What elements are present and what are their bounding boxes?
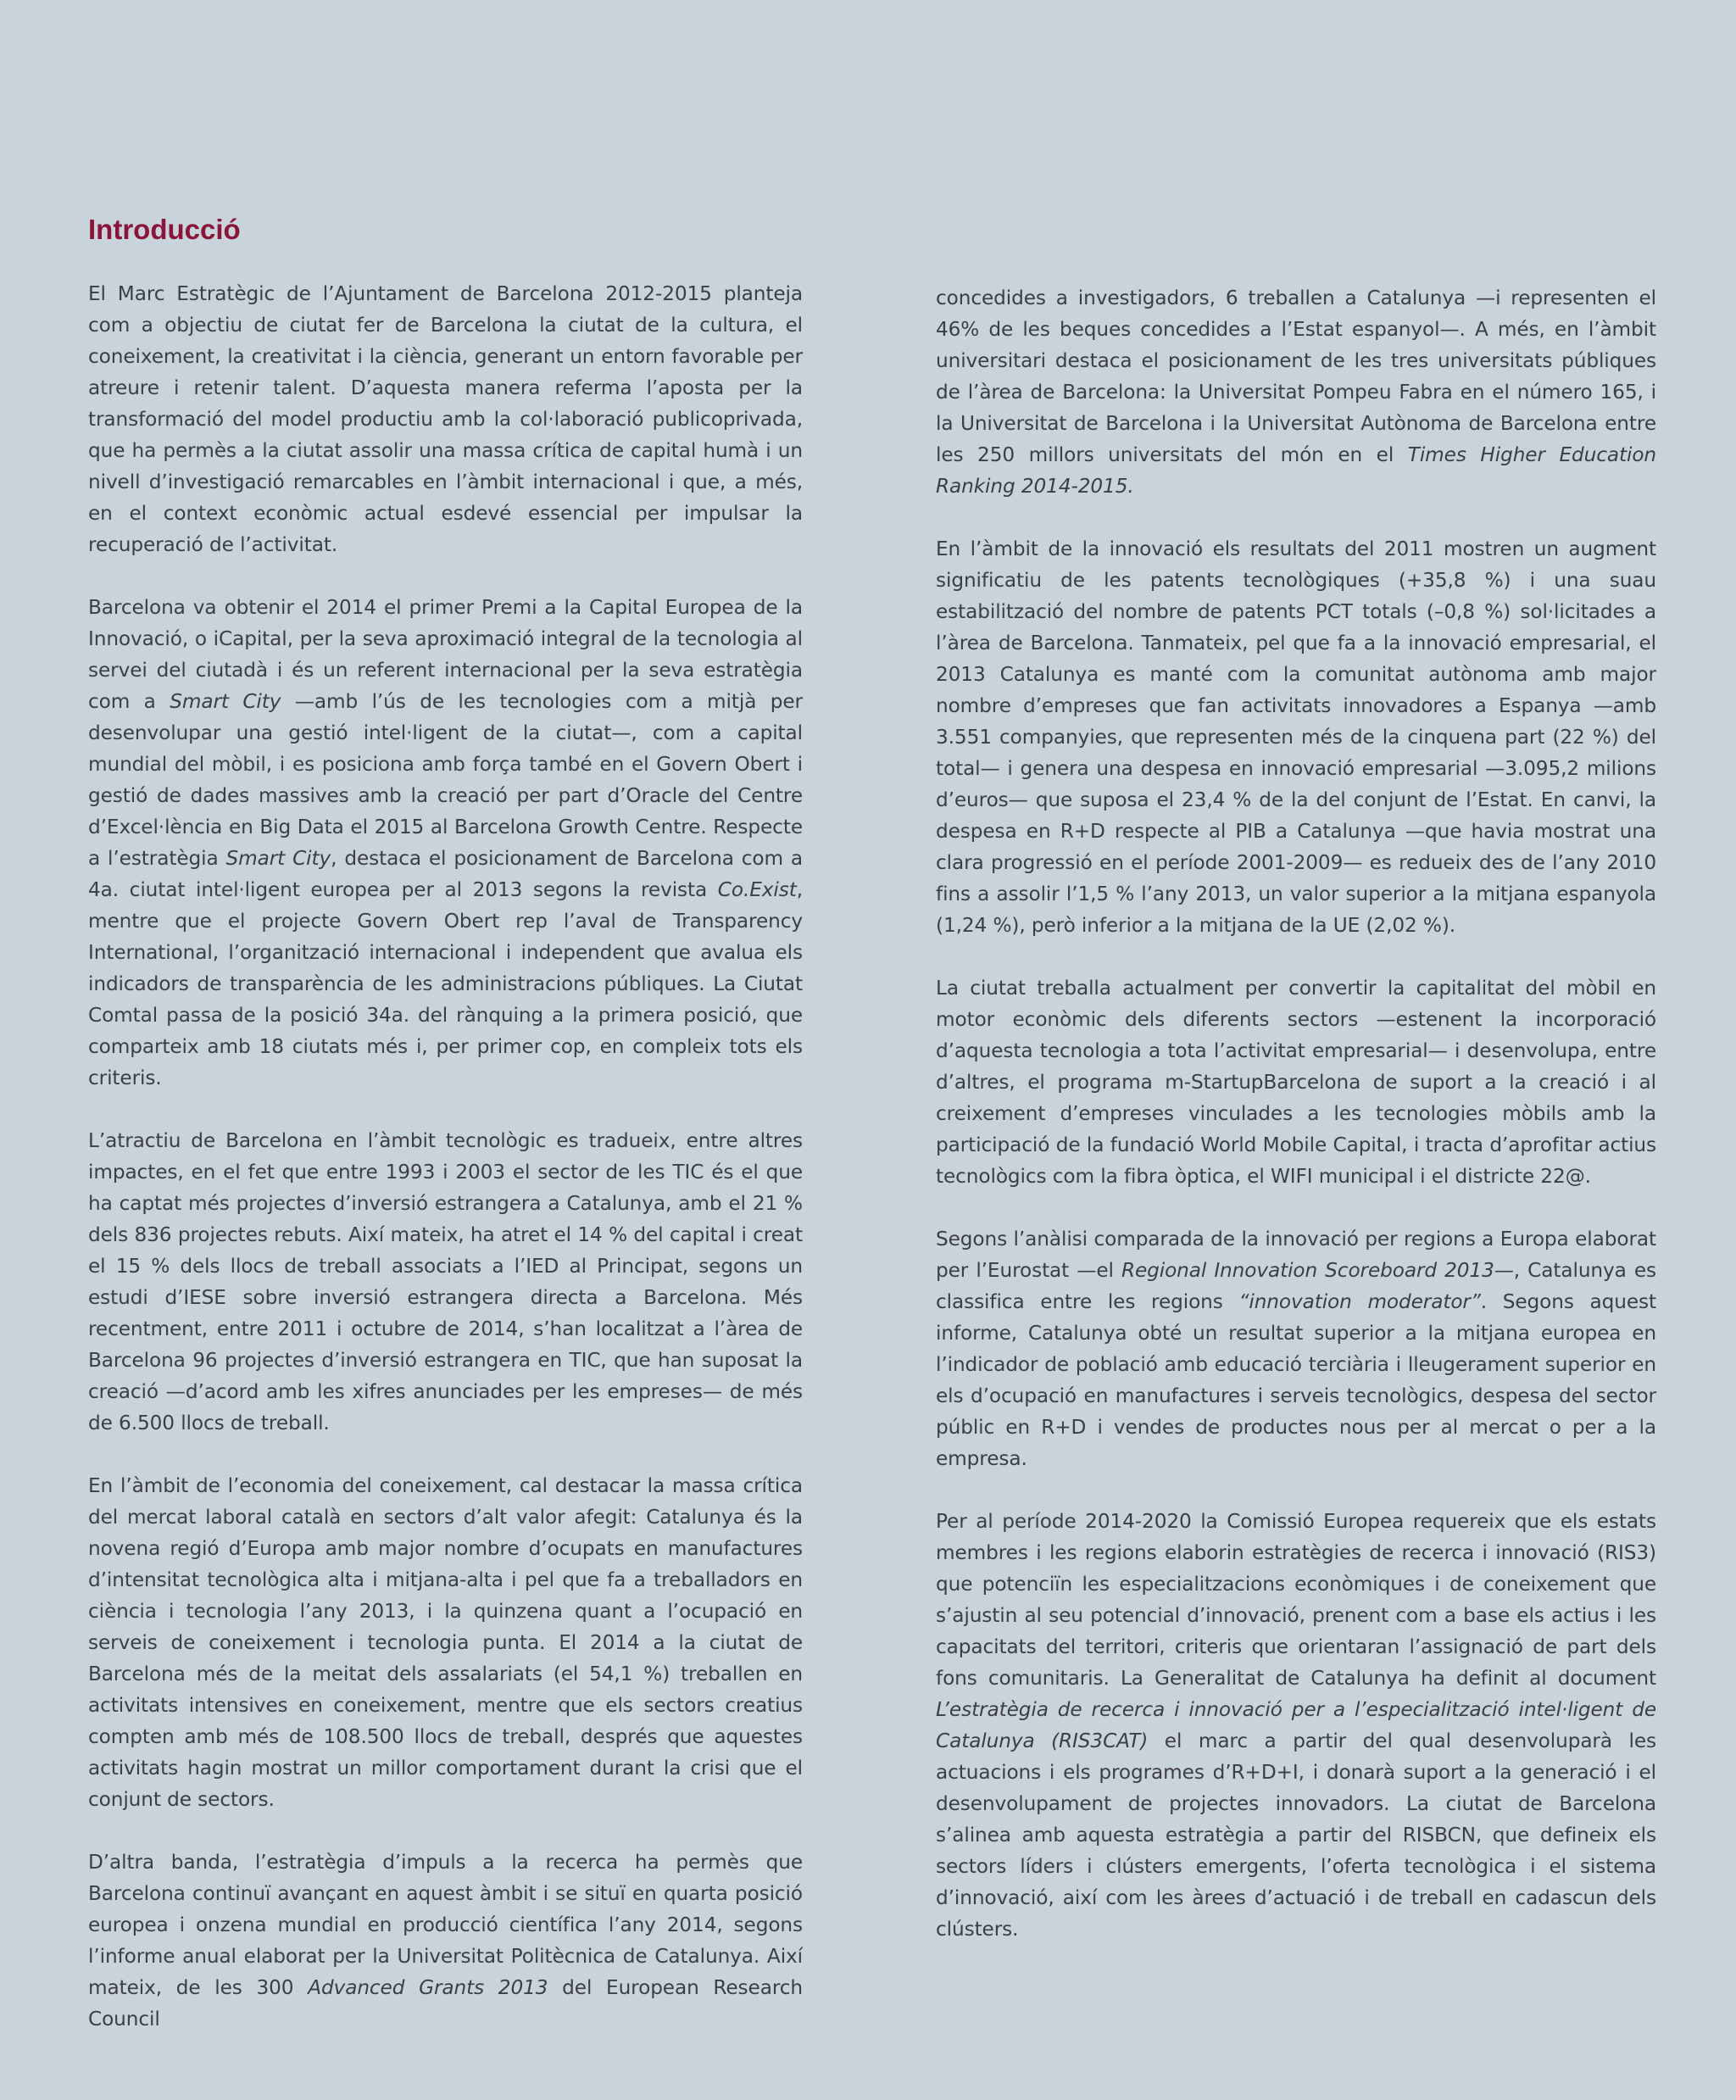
text-run: el marc a partir del qual desenvoluparà les actuacions i els programes d’R+D+I, i donarà suport a la generació i el desenvolupament de projectes innovadors. La ciutat de Barcelona s’alinea amb aquesta estratègia a partir del RISBCN, que defineix els sectors líders i clústers emergents, l’oferta tecnològica i el sistema d’innovació, així com les àrees d’actuació i de treball en cadascun dels clústers. <box>936 1730 1656 1941</box>
text-run: , destaca el posicionament de Barcelona com a 4a. ciutat intel·ligent europea per al 2013 segons la revista <box>88 847 803 901</box>
paragraph <box>88 1125 803 1439</box>
paragraph <box>88 1847 803 2035</box>
text-run: Barcelona va obtenir el 2014 el primer Premi a la Capital Europea de la Innovació, o iCapital, per la seva aproximació integral de la tecnologia al servei del ciutadà i és un referent internacional per la seva estratègia com a <box>88 596 803 713</box>
italic-text-run: Smart City <box>170 690 281 713</box>
text-run: —amb l’ús de les tecnologies com a mitjà per desenvolupar una gestió intel·ligent de la ciutat—, com a capital mundial del mòbil, i es posiciona amb força també en el Govern Obert i gestió de dades massives amb la creació per part d’Oracle del Centre d’Excel·lència en Big Data el 2015 al Barcelona Growth Centre. Respecte a l’estratègia <box>88 690 803 870</box>
text-run: . Segons aquest informe, Catalunya obté un resultat superior a la mitjana europea en l’indicador de població amb educació terciària i lleugerament superior en els d’ocupació en manufactures i serveis tecnològics, despesa del sector públic en R+D i vendes de productes nous per al mercat o per a la empresa. <box>936 1290 1656 1470</box>
italic-text-run: Smart City <box>225 847 331 870</box>
text-run: —, Catalunya es classifica entre les regions <box>936 1259 1656 1313</box>
text-run: D’altra banda, l’estratègia d’impuls a la recerca ha permès que Barcelona continuï avançant en aquest àmbit i se situï en quarta posició europea i onzena mundial en producció científica l’any 2014, segons l’informe anual elaborat per la Universitat Politècnica de Catalunya. Així mateix, de les 300 <box>88 1851 803 1999</box>
text-run: El Marc Estratègic de l’Ajuntament de Barcelona 2012-2015 planteja com a objectiu de ciutat fer de Barcelona la ciutat de la cultura, el coneixement, la creativitat i la ciència, generant un entorn favorable per atreure i retenir talent. D’aquesta manera referma l’aposta per la transformació del model productiu amb la col·laboració publicoprivada, que ha permès a la ciutat assolir una massa crítica de capital humà i un nivell d’investigació remarcables en l’àmbit internacional i que, a més, en el context econòmic actual esdevé essencial per impulsar la recuperació de l’activitat. <box>88 282 803 556</box>
italic-text-run: “innovation moderator” <box>1238 1290 1481 1313</box>
right-column <box>936 282 1656 1976</box>
left-column <box>88 278 803 2066</box>
paragraph <box>88 278 803 560</box>
text-run: En l’àmbit de la innovació els resultats del 2011 mostren un augment significatiu de les patents tecnològiques (+35,8 %) i una suau estabilització del nombre de patents PCT totals (–0,8 %) sol·licitades a l’àrea de Barcelona. Tanmateix, pel que fa a la innovació empresarial, el 2013 Catalunya es manté com la comunitat autònoma amb major nombre d’empreses que fan activitats innovadores a Espanya —amb 3.551 companyies, que representen més de la cinquena part (22 %) del total— i genera una despesa en innovació empresarial —3.095,2 milions d’euros— que suposa el 23,4 % de la del conjunt de l’Estat. En canvi, la despesa en R+D respecte al PIB a Catalunya —que havia mostrat una clara progressió en el període 2001-2009— es redueix des de l’any 2010 fins a assolir l’1,5 % l’any 2013, un valor superior a la mitjana espanyola (1,24 %), però inferior a la mitjana de la UE (2,02 %). <box>936 538 1656 937</box>
text-run: La ciutat treballa actualment per convertir la capitalitat del mòbil en motor econòmic dels diferents sectors —estenent la incorporació d’aquesta tecnologia a tota l’activitat empresarial— i desenvolupa, entre d’altres, el programa m-StartupBarcelona de suport a la creació i al creixement d’empreses vinculades a les tecnologies mòbils amb la participació de la fundació World Mobile Capital, i tracta d’aprofitar actius tecnològics com la fibra òptica, el WIFI municipal i el districte 22@. <box>936 977 1656 1188</box>
italic-text-run: Advanced Grants 2013 <box>308 1976 548 1999</box>
paragraph <box>936 1223 1656 1474</box>
italic-text-run: Regional Innovation Scoreboard 2013 <box>1121 1259 1494 1282</box>
paragraph <box>936 972 1656 1192</box>
paragraph <box>88 1470 803 1815</box>
paragraph <box>88 592 803 1094</box>
text-run: concedides a investigadors, 6 treballen a Catalunya —i representen el 46% de les beques concedides a l’Estat espanyol—. A més, en l’àmbit universitari destaca el posicionament de les tres universitats públiques de l’àrea de Barcelona: la Universitat Pompeu Fabra en el número 165, i la Universitat de Barcelona i la Universitat Autònoma de Barcelona entre les 250 millors universitats del món en el <box>936 287 1656 466</box>
text-run: , mentre que el projecte Govern Obert rep l’aval de Transparency International, l’organització internacional i independent que avalua els indicadors de transparència de les administracions públiques. La Ciutat Comtal passa de la posició 34a. del rànquing a la primera posició, que comparteix amb 18 ciutats més i, per primer cop, en compleix tots els criteris. <box>88 878 803 1089</box>
text-run: del European Research Council <box>88 1976 803 2030</box>
italic-text-run: Times Higher Education Ranking 2014-2015. <box>936 443 1656 498</box>
text-run: En l’àmbit de l’economia del coneixement, cal destacar la massa crítica del mercat laboral català en sectors d’alt valor afegit: Catalunya és la novena regió d’Europa amb major nombre d’ocupats en manufactures d’intensitat tecnològica alta i mitjana-alta i pel que fa a treballadors en ciència i tecnologia l’any 2013, i la quinzena quant a l’ocupació en serveis de coneixement i tecnologia punta. El 2014 a la ciutat de Barcelona més de la meitat dels assalariats (el 54,1 %) treballen en activitats intensives en coneixement, mentre que els sectors creatius compten amb més de 108.500 llocs de treball, després que aquestes activitats hagin mostrat un millor comportament durant la crisi que el conjunt de sectors. <box>88 1474 803 1811</box>
italic-text-run: L’estratègia de recerca i innovació per a l’especialització intel·ligent de Catalunya (RIS3CAT) <box>936 1698 1656 1752</box>
paragraph <box>936 533 1656 941</box>
text-run: Per al període 2014-2020 la Comissió Europea requereix que els estats membres i les regions elaborin estratègies de recerca i innovació (RIS3) que potenciïn les especialitzacions econòmiques i de coneixement que s’ajustin al seu potencial d’innovació, prenent com a base els actius i les capacitats del territori, criteris que orientaran l’assignació de part dels fons comunitaris. La Generalitat de Catalunya ha definit al document <box>936 1510 1656 1690</box>
page-title: Introducció <box>88 214 241 245</box>
text-run: Segons l’anàlisi comparada de la innovació per regions a Europa elaborat per l’Eurostat —el <box>936 1228 1656 1282</box>
paragraph <box>936 1506 1656 1945</box>
text-run: L’atractiu de Barcelona en l’àmbit tecnològic es tradueix, entre altres impactes, en el fet que entre 1993 i 2003 el sector de les TIC és el que ha captat més projectes d’inversió estrangera a Catalunya, amb el 21 % dels 836 projectes rebuts. Així mateix, ha atret el 14 % del capital i creat el 15 % dels llocs de treball associats a l’IED al Principat, segons un estudi d’IESE sobre inversió estrangera directa a Barcelona. Més recentment, entre 2011 i octubre de 2014, s’han localitzat a l’àrea de Barcelona 96 projectes d’inversió estrangera en TIC, que han suposat la creació —d’acord amb les xifres anunciades per les empreses— de més de 6.500 llocs de treball. <box>88 1129 803 1434</box>
italic-text-run: Co.Exist <box>717 878 797 901</box>
paragraph <box>936 282 1656 502</box>
